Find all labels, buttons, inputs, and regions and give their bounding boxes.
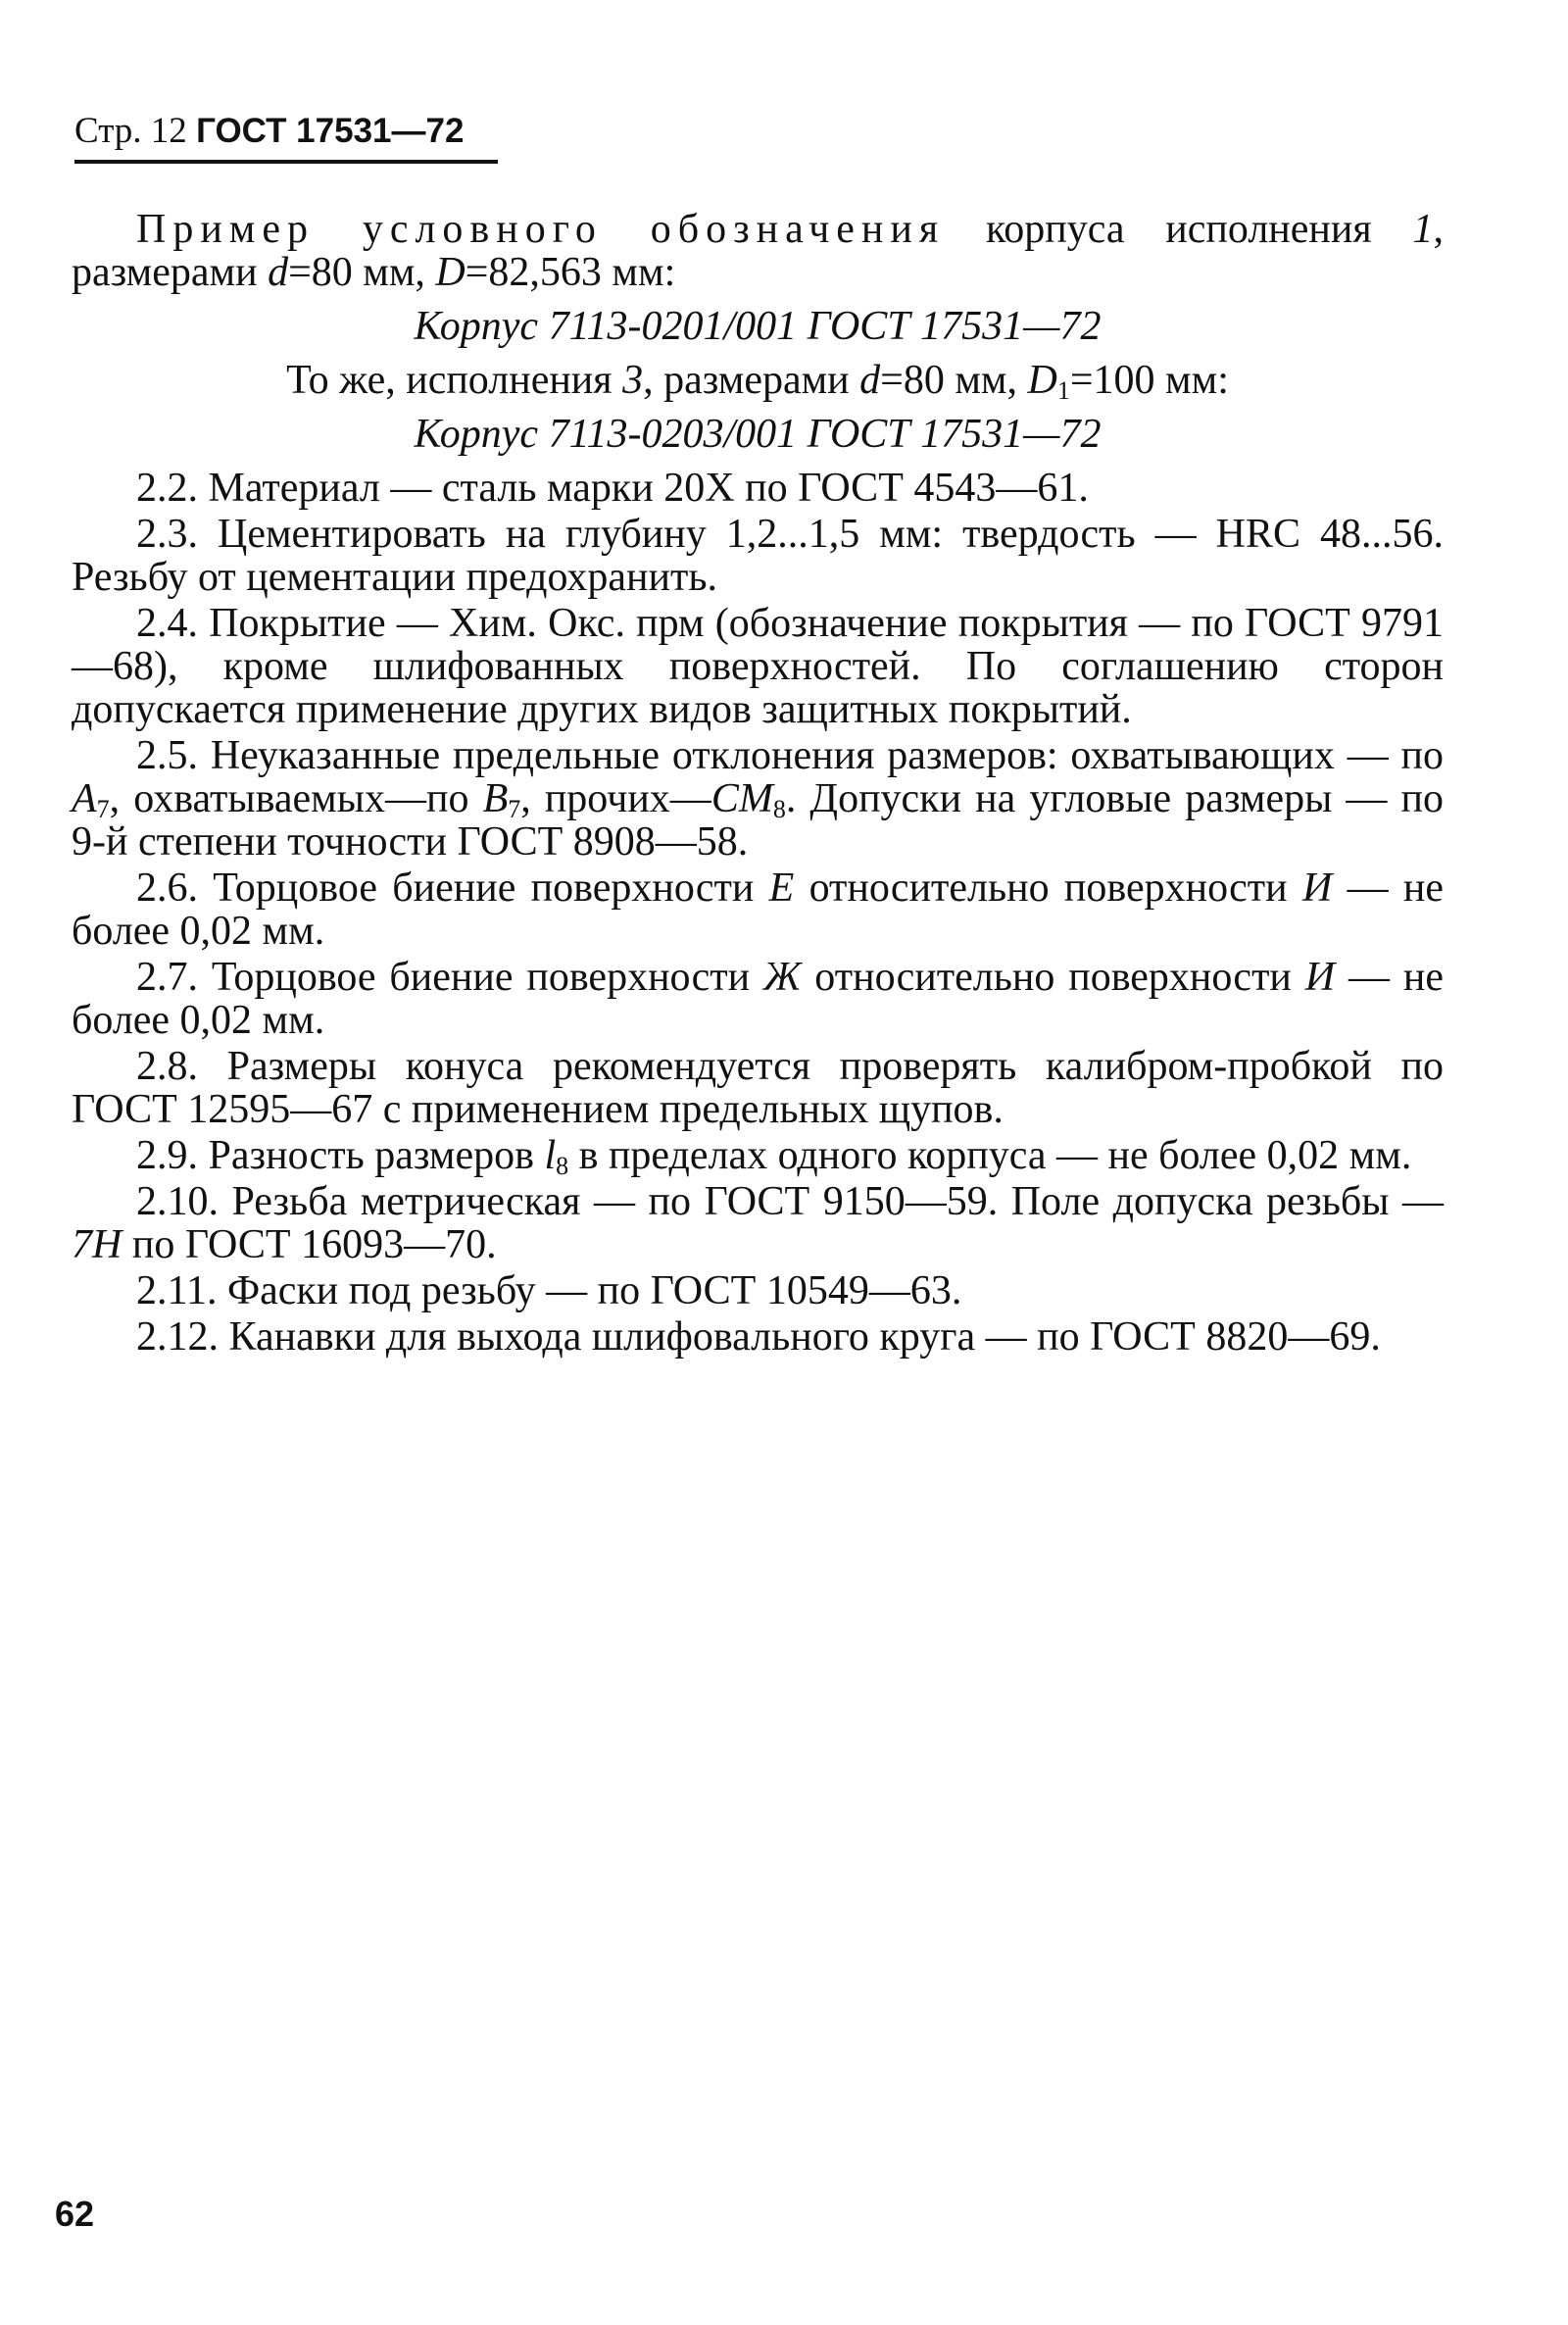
standard-number: ГОСТ 17531—72: [196, 112, 465, 150]
document-body: [72, 208, 1444, 1361]
clause-2-7: 2.7. Торцовое биение поверхности Ж относительно поверхности И — не более 0,02 мм.: [72, 955, 1445, 1043]
designation-1: Корпус 7113-0201/001 ГОСТ 17531—72: [414, 304, 1102, 349]
clause-2-6: 2.6. Торцовое биение поверхности Е относительно поверхности И — не более 0,02 мм.: [72, 866, 1444, 954]
clause-2-12: 2.12. Канавки для выхода шлифовального круга — по ГОСТ 8820—69.: [136, 1314, 1381, 1360]
example-lead-spaced: Пример условного обозначения: [136, 207, 946, 252]
designation-2: Корпус 7113-0203/001 ГОСТ 17531—72: [414, 412, 1102, 457]
clause-2-8: 2.8. Размеры конуса рекомендуется проверять калибром-пробкой по ГОСТ 12595—67 с применением предельных щупов.: [72, 1044, 1444, 1132]
clause-2-4: 2.4. Покрытие — Хим. Окс. прм (обозначение покрытия — по ГОСТ 9791—68), кроме шлифованных поверхностей. По соглашению сторон допускается применение других видов защитных покрытий.: [72, 601, 1444, 732]
header-divider: [74, 160, 498, 164]
clause-2-9: 2.9. Разность размеров $l_8$ в пределах одного корпуса — не более 0,02 мм.: [136, 1133, 1412, 1180]
page-number: 62: [55, 2194, 95, 2234]
clause-2-11: 2.11. Фаски под резьбу — по ГОСТ 10549—63.: [136, 1268, 962, 1313]
clause-2-10: 2.10. Резьба метрическая — по ГОСТ 9150—59. Поле допуска резьбы — 7H по ГОСТ 16093—70.: [72, 1179, 1444, 1267]
clause-2-5: 2.5. Неуказанные предельные отклонения размеров: охватывающих — по $A_7$, охватываемых—по $B_7$, $прочих—CM_8$. Допуски на угловые размеры — по 9-й степени точности ГОСТ 8908—58.: [72, 733, 1444, 865]
clause-2-3: 2.3. Цементировать на глубину 1,2...1,5 мм: твердость — HRC 48...56. Резьбу от цементации предохранить.: [72, 512, 1444, 600]
page-label: Стр. 12: [74, 111, 187, 151]
same-variant-3-paragraph: То же, исполнения 3, размерами d=80 мм, $D_1=100$ мм:: [286, 358, 1229, 405]
clause-2-2: 2.2. Материал — сталь марки 20Х по ГОСТ 4543—61.: [136, 466, 1089, 511]
page-header: [74, 110, 464, 152]
designation-example-paragraph: Пример условного обозначения корпуса исполнения 1, размерами d=80 мм, D=82,563 мм:: [72, 207, 1444, 295]
